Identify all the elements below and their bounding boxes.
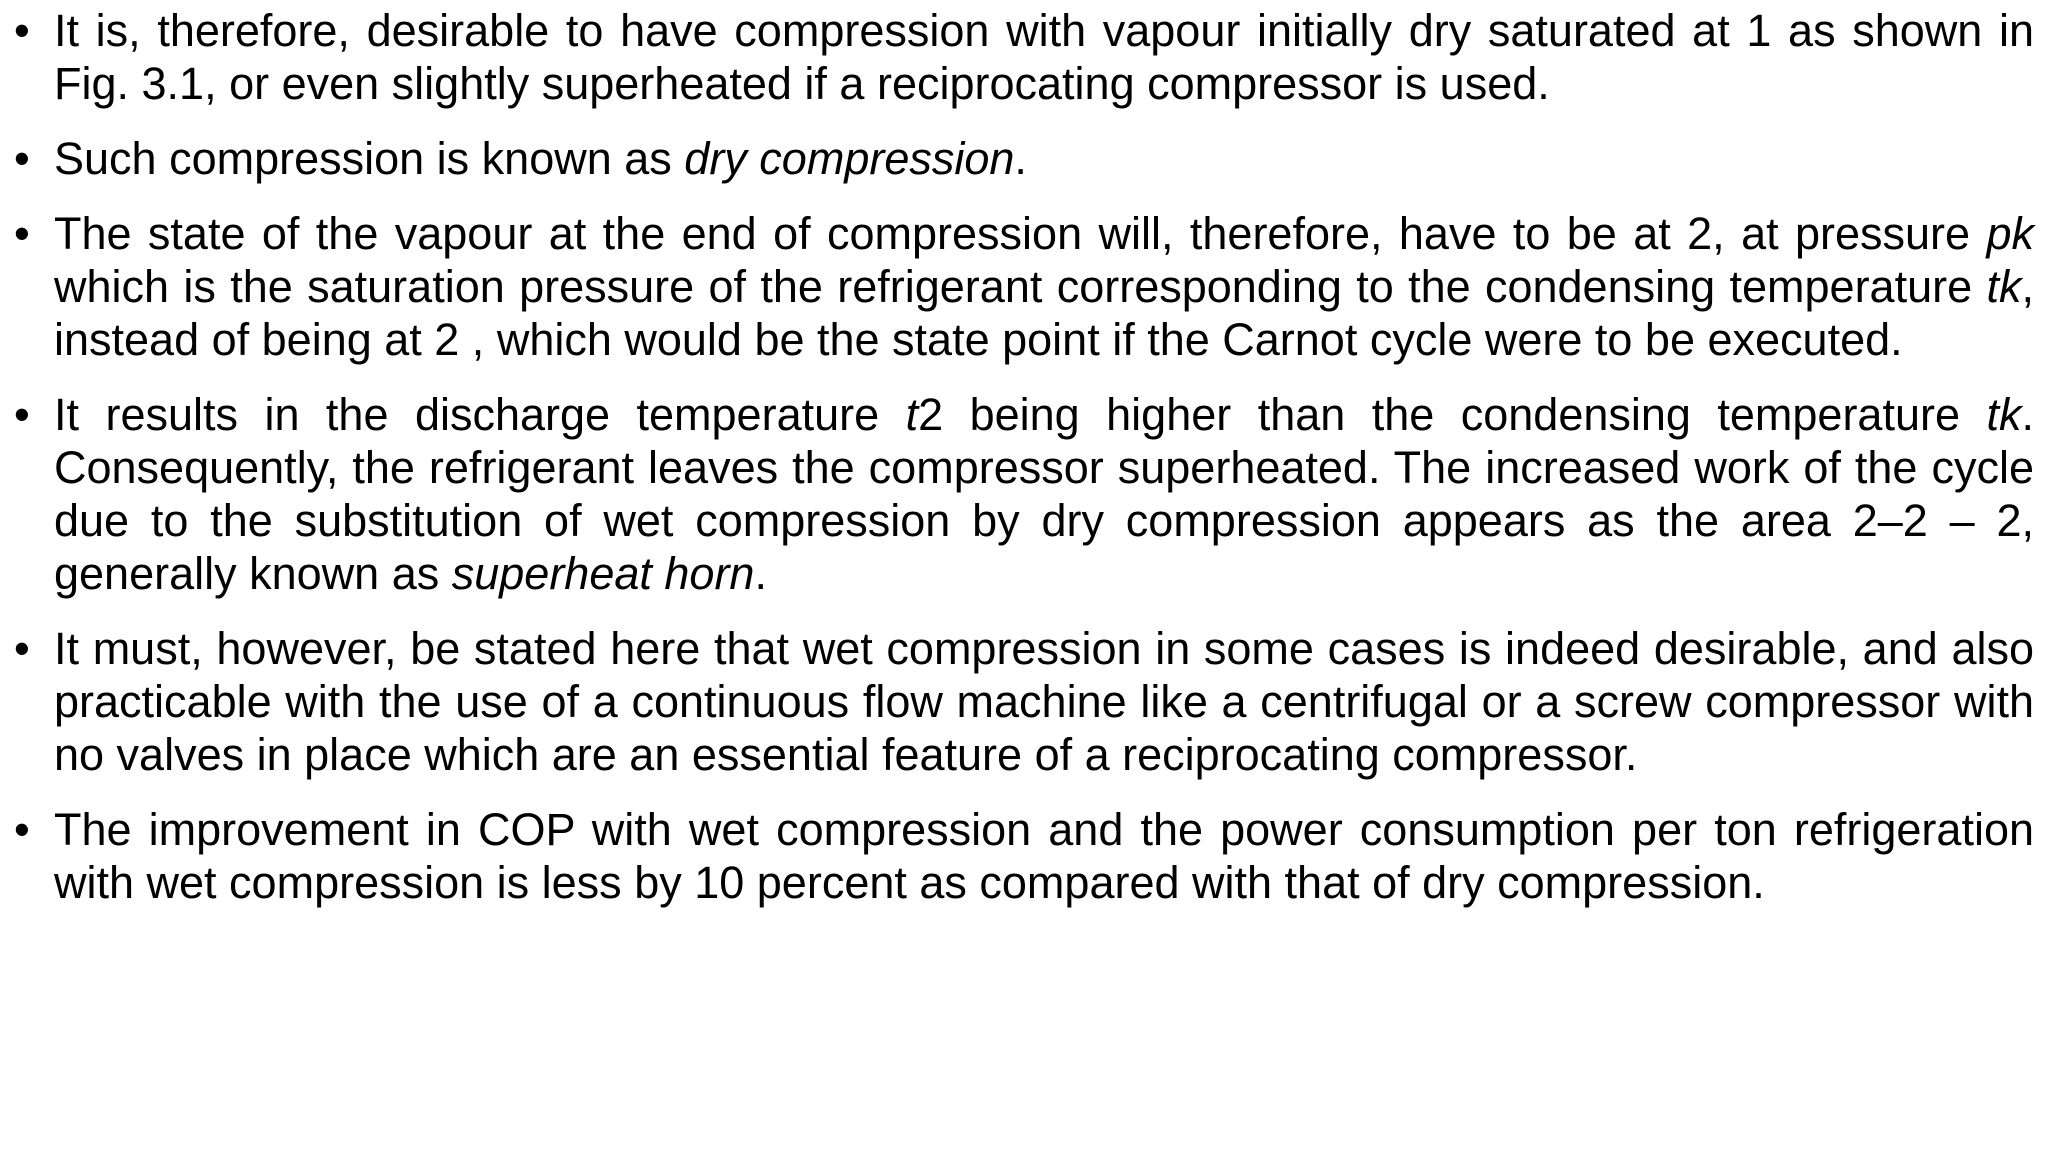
bullet-text [54,133,1027,184]
bullet-item [14,207,2034,366]
text-segment: Such compression is known as [54,133,685,184]
bullet-list [14,4,2034,931]
bullet-item [14,622,2034,781]
bullet-marker: • [14,5,30,56]
text-segment: . [1014,133,1027,184]
italic-term: t [905,389,919,440]
italic-term: superheat horn [451,548,755,599]
text-segment: . Consequently, the refrigerant leaves the compressor superheated. The increased work of the cycle due to the substitution of wet compression by dry compression appears as the area 2–2 – 2, generally known as [54,389,2034,599]
italic-term: dry compression [684,133,1015,184]
text-segment: 2 being higher than the condensing temperature [918,389,1987,440]
italic-term: tk [1986,261,2022,312]
bullet-text [54,623,2034,780]
bullet-item [14,803,2034,909]
text-segment: , instead of being at 2 , which would be the state point if the Carnot cycle were to be executed. [54,261,2034,365]
bullet-marker: • [14,133,30,184]
bullet-marker: • [14,623,30,674]
italic-term: tk [1986,389,2022,440]
text-segment: which is the saturation pressure of the refrigerant corresponding to the condensing temperature [54,261,1987,312]
bullet-text [54,804,2034,908]
bullet-item [14,4,2034,110]
text-segment: . [754,548,767,599]
bullet-text [54,208,2034,365]
bullet-marker: • [14,389,30,440]
bullet-text [54,389,2034,599]
text-segment: The state of the vapour at the end of compression will, therefore, have to be at 2, at pressure [54,208,1987,259]
bullet-item [14,132,2034,185]
text-segment: It is, therefore, desirable to have compression with vapour initially dry saturated at 1 as shown in Fig. 3.1, or even slightly superheated if a reciprocating compressor is used. [54,5,2034,109]
bullet-text [54,5,2034,109]
bullet-marker: • [14,208,30,259]
bullet-item [14,388,2034,600]
text-segment: It results in the discharge temperature [54,389,906,440]
text-segment: It must, however, be stated here that wet compression in some cases is indeed desirable, and also practicable with the use of a continuous flow machine like a centrifugal or a screw compressor with no valves in place which are an essential feature of a reciprocating compressor. [54,623,2034,780]
bullet-marker: • [14,804,30,855]
italic-term: pk [1986,208,2034,259]
text-segment: The improvement in COP with wet compression and the power consumption per ton refrigeration with wet compression is less by 10 percent as compared with that of dry compression. [54,804,2034,908]
